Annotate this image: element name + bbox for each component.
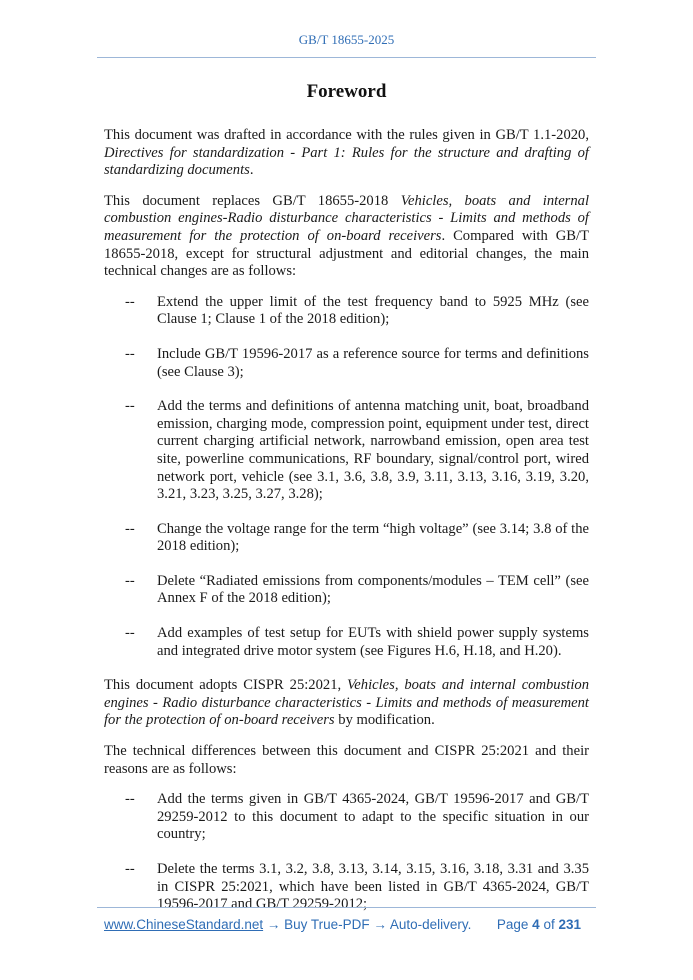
- paragraph-text: This document was drafted in accordance with the rules given in GB/T 1.1-2020,: [104, 127, 589, 143]
- paragraph-italic-title: Vehicles, boats and internal combustion engines - Radio disturbance characteristics - Limits and methods of measurement for the protection of on-board receivers: [104, 677, 589, 729]
- dash-bullet: --: [125, 572, 135, 589]
- list-item: [104, 521, 589, 556]
- list-item-text: Add examples of test setup for EUTs with shield power supply systems and integrated drive motor system (see Figures H.6, H.18, and H.20).: [157, 625, 589, 659]
- paragraph-differences-intro: The technical differences between this document and CISPR 25:2021 and their reasons are as follows:: [104, 743, 589, 777]
- footer-promo: [104, 917, 471, 932]
- paragraph-italic-title: Vehicles, boats and internal combustion engines-Radio disturbance characteristics - Limits and methods of measurement for the protection of on-board receivers: [104, 192, 590, 244]
- dash-bullet: --: [125, 345, 135, 362]
- list-item-text: Include GB/T 19596-2017 as a reference source for terms and definitions (see Clause 3);: [157, 345, 589, 380]
- promo-text: → Buy True-PDF → Auto-delivery.: [263, 917, 472, 932]
- dash-bullet: --: [125, 861, 135, 877]
- paragraph-adoption: [104, 677, 589, 730]
- page-footer: [104, 917, 589, 935]
- dash-bullet: --: [125, 398, 135, 415]
- paragraph-text: .: [249, 162, 254, 179]
- site-link[interactable]: www.ChineseStandard.net: [104, 917, 264, 932]
- list-item-text: Delete “Radiated emissions from components/modules – TEM cell” (see Annex F of the 2018 edition);: [157, 572, 589, 607]
- list-item-text: Delete the terms 3.1, 3.2, 3.8, 3.13, 3.14, 3.15, 3.16, 3.18, 3.31 and 3.35 in CISPR 25:2021, which have been listed in GB/T 4365-2024, GB/T 19596-2017 and GB/T 29259-2012;: [157, 861, 589, 913]
- paragraph-text: . Compared with GB/T 18655-2018, except for structural adjustment and editorial changes, the main technical changes are as follows:: [104, 227, 589, 280]
- paragraph-text: This document adopts CISPR 25:2021,: [104, 677, 348, 694]
- total-pages-number: 231: [558, 917, 581, 932]
- page-title: Foreword: [306, 81, 387, 102]
- paragraph-italic-title: Directives for standardization - Part 1: Rules for the structure and drafting of standardizing documents: [104, 144, 589, 179]
- header-divider: [97, 57, 596, 58]
- dash-bullet: --: [125, 625, 135, 642]
- running-header: GB/T 18655-2025: [298, 32, 395, 47]
- dash-bullet: --: [125, 791, 135, 808]
- changes-list: [104, 294, 589, 661]
- paragraph-replaces: [104, 193, 589, 281]
- page-indicator: [497, 917, 581, 932]
- dash-bullet: --: [125, 520, 135, 537]
- paragraph-drafting-rules: [104, 127, 589, 180]
- dash-bullet: --: [125, 293, 135, 310]
- list-item-text: Change the voltage range for the term “high voltage” (see 3.14; 3.8 of the 2018 edition);: [157, 520, 589, 555]
- list-item: [104, 294, 589, 329]
- current-page-number: 4: [532, 917, 540, 932]
- list-item: [104, 398, 589, 504]
- document-body: [104, 127, 589, 931]
- list-item: [104, 791, 589, 844]
- differences-list: [104, 791, 589, 914]
- list-item: [104, 861, 589, 914]
- paragraph-text: by modification.: [334, 712, 435, 729]
- list-item: [104, 346, 589, 381]
- paragraph-text: This document replaces GB/T 18655-2018: [104, 192, 401, 209]
- list-item-text: Add the terms given in GB/T 4365-2024, GB/T 19596-2017 and GB/T 29259-2012 to this document to adapt to the specific situation in our country;: [157, 791, 589, 843]
- list-item: [104, 573, 589, 608]
- of-label: of: [543, 917, 555, 932]
- list-item-text: Add the terms and definitions of antenna matching unit, boat, broadband emission, charging mode, compression point, equipment under test, direct current charging artificial network, narrowband emission, open area test site, powerline communications, RF boundary, signal/control port, wired network port, vehicle (see 3.1, 3.6, 3.8, 3.9, 3.11, 3.13, 3.16, 3.19, 3.20, 3.21, 3.23, 3.25, 3.27, 3.28);: [157, 398, 589, 503]
- list-item: [104, 625, 589, 660]
- footer-divider: [97, 907, 596, 908]
- page-label: Page: [496, 917, 529, 932]
- list-item-text: Extend the upper limit of the test frequency band to 5925 MHz (see Clause 1; Clause 1 of the 2018 edition);: [157, 293, 589, 328]
